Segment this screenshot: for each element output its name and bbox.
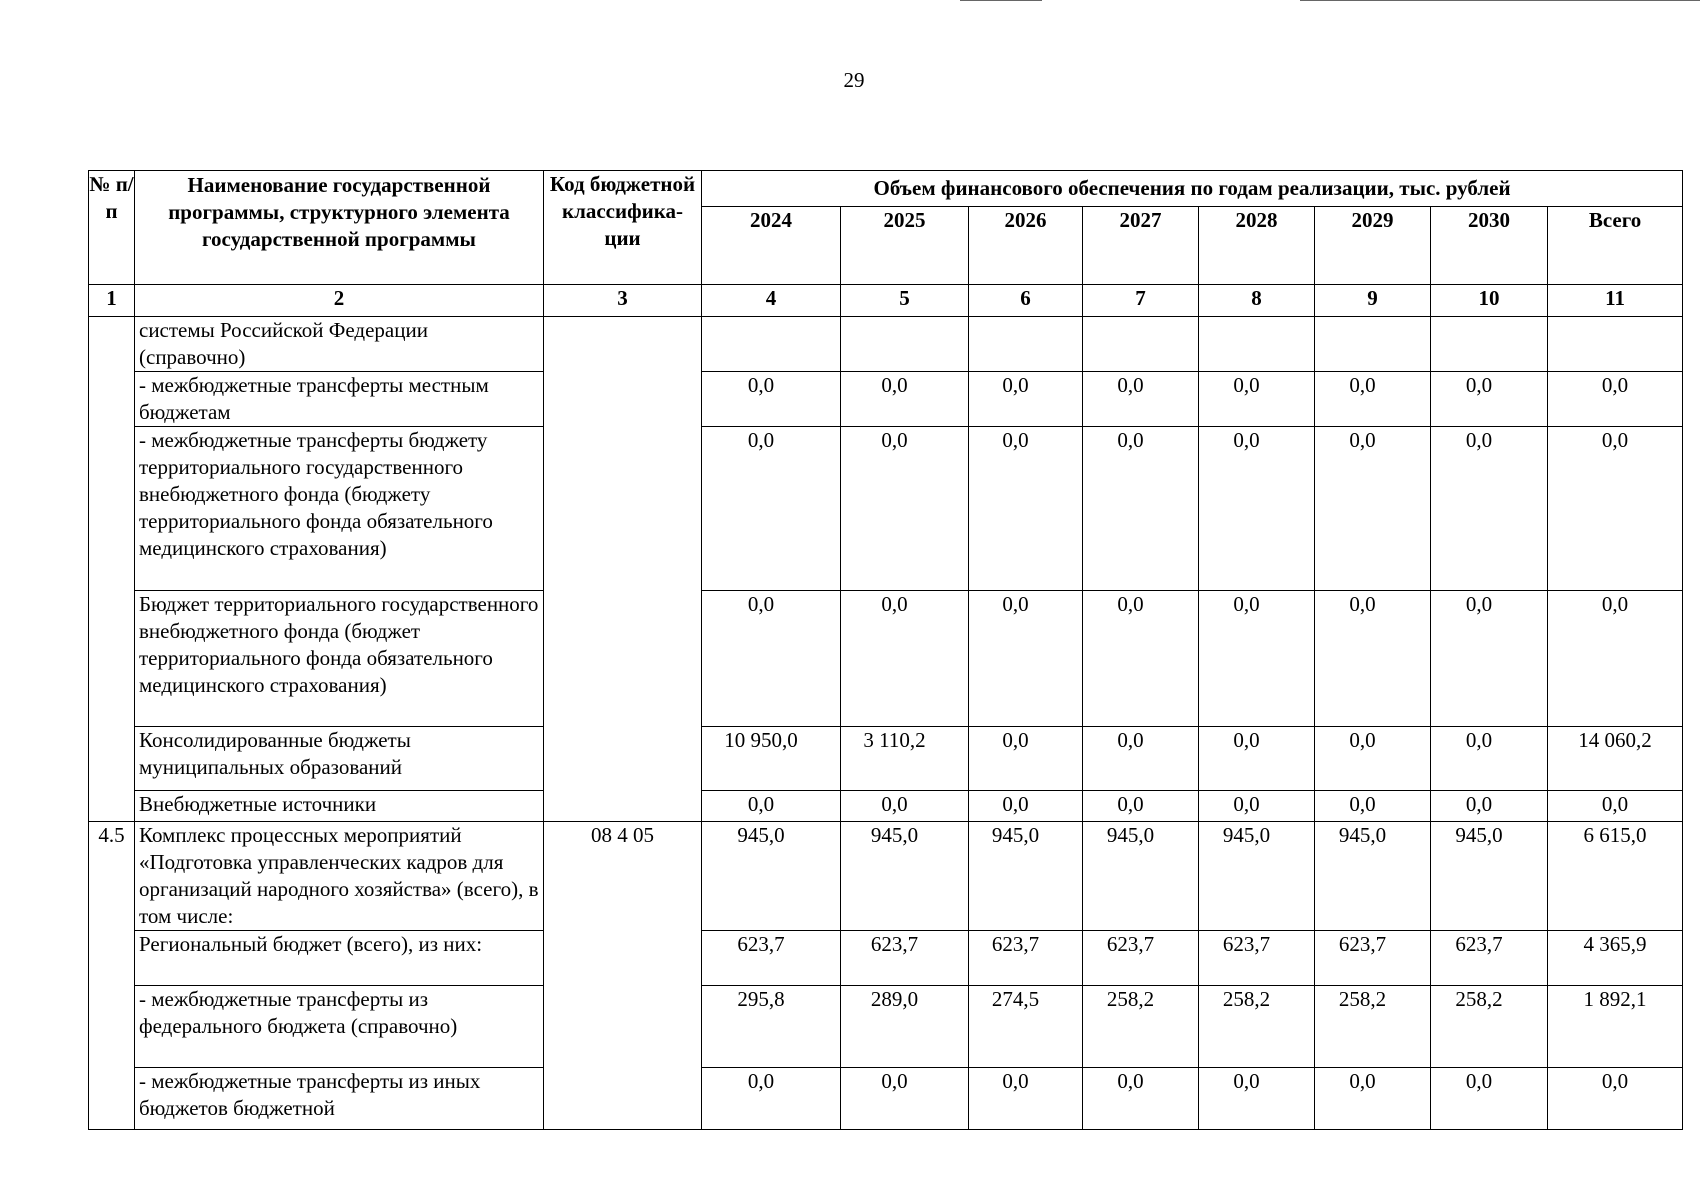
header-year: 2025 <box>841 207 969 285</box>
table-row <box>89 591 1683 727</box>
row-name: Внебюджетные источники <box>135 791 544 822</box>
column-number: 10 <box>1431 285 1548 317</box>
value-cell: 0,0 <box>702 791 841 822</box>
header-year: 2030 <box>1431 207 1548 285</box>
total-cell: 0,0 <box>1548 372 1683 427</box>
total-cell: 6 615,0 <box>1548 822 1683 931</box>
top-scan-line-left <box>960 0 1042 1</box>
value-cell: 0,0 <box>1083 427 1199 591</box>
value-cell: 0,0 <box>1315 791 1431 822</box>
value-cell: 0,0 <box>1083 591 1199 727</box>
row-name: - межбюджетные трансферты из иных бюджетов бюджетной <box>135 1068 544 1130</box>
row-number-cell <box>89 317 135 822</box>
value-cell: 0,0 <box>969 427 1083 591</box>
row-name: - межбюджетные трансферты из федерального бюджета (справочно) <box>135 986 544 1068</box>
table-row <box>89 1068 1683 1130</box>
value-cell: 0,0 <box>1315 1068 1431 1130</box>
row-code: 08 4 05 <box>544 822 702 1130</box>
value-cell: 0,0 <box>1431 791 1548 822</box>
row-name: - межбюджетные трансферты бюджету территориального государственного внебюджетного фонда (бюджету территориального фонда обязательного медицинского страхования) <box>135 427 544 591</box>
total-cell: 0,0 <box>1548 591 1683 727</box>
column-number: 6 <box>969 285 1083 317</box>
table-row <box>89 986 1683 1068</box>
value-cell: 274,5 <box>969 986 1083 1068</box>
header-year: 2026 <box>969 207 1083 285</box>
row-code-cell <box>544 317 702 822</box>
value-cell: 623,7 <box>702 931 841 986</box>
value-cell: 0,0 <box>702 1068 841 1130</box>
row-name: Комплекс процессных мероприятий «Подготовка управленческих кадров для организаций народного хозяйства» (всего), в том числе: <box>135 822 544 931</box>
value-cell: 0,0 <box>1315 427 1431 591</box>
column-number: 4 <box>702 285 841 317</box>
column-number: 8 <box>1199 285 1315 317</box>
value-cell: 945,0 <box>1315 822 1431 931</box>
value-cell <box>1083 317 1199 372</box>
row-name: системы Российской Федерации (справочно) <box>135 317 544 372</box>
value-cell: 945,0 <box>1083 822 1199 931</box>
header-year: 2024 <box>702 207 841 285</box>
total-cell: 0,0 <box>1548 791 1683 822</box>
value-cell: 945,0 <box>702 822 841 931</box>
header-code: Код бюджетной классифика- ции <box>544 171 702 285</box>
value-cell: 0,0 <box>702 427 841 591</box>
value-cell: 623,7 <box>841 931 969 986</box>
table-row <box>89 427 1683 591</box>
column-number: 5 <box>841 285 969 317</box>
table-row <box>89 317 1683 372</box>
value-cell: 0,0 <box>969 791 1083 822</box>
header-total: Всего <box>1548 207 1683 285</box>
row-name: Консолидированные бюджеты муниципальных образований <box>135 727 544 791</box>
value-cell: 0,0 <box>1199 372 1315 427</box>
value-cell: 0,0 <box>841 1068 969 1130</box>
value-cell: 0,0 <box>1199 791 1315 822</box>
value-cell <box>969 317 1083 372</box>
column-number: 9 <box>1315 285 1431 317</box>
top-scan-line-right <box>1300 0 1700 1</box>
value-cell: 0,0 <box>1431 727 1548 791</box>
value-cell: 0,0 <box>1199 427 1315 591</box>
value-cell: 0,0 <box>1083 372 1199 427</box>
value-cell: 0,0 <box>1315 591 1431 727</box>
header-year: 2029 <box>1315 207 1431 285</box>
value-cell: 0,0 <box>1315 372 1431 427</box>
value-cell: 0,0 <box>841 591 969 727</box>
column-number: 1 <box>89 285 135 317</box>
value-cell: 0,0 <box>1083 791 1199 822</box>
value-cell: 0,0 <box>1083 1068 1199 1130</box>
value-cell: 0,0 <box>1315 727 1431 791</box>
row-name: - межбюджетные трансферты местным бюджетам <box>135 372 544 427</box>
financing-table <box>88 170 1683 1130</box>
value-cell <box>841 317 969 372</box>
header-year: 2027 <box>1083 207 1199 285</box>
value-cell: 623,7 <box>969 931 1083 986</box>
value-cell: 258,2 <box>1199 986 1315 1068</box>
column-number: 3 <box>544 285 702 317</box>
value-cell: 0,0 <box>1199 1068 1315 1130</box>
value-cell: 0,0 <box>841 791 969 822</box>
table-row <box>89 822 1683 931</box>
value-cell: 258,2 <box>1431 986 1548 1068</box>
value-cell: 0,0 <box>969 727 1083 791</box>
total-cell: 0,0 <box>1548 1068 1683 1130</box>
value-cell: 0,0 <box>841 372 969 427</box>
row-number: 4.5 <box>89 822 135 1130</box>
value-cell <box>1199 317 1315 372</box>
table-row <box>89 727 1683 791</box>
value-cell: 10 950,0 <box>702 727 841 791</box>
column-number: 11 <box>1548 285 1683 317</box>
total-cell <box>1548 317 1683 372</box>
value-cell: 0,0 <box>1199 727 1315 791</box>
table-row <box>89 931 1683 986</box>
row-name: Бюджет территориального государственного внебюджетного фонда (бюджет территориального фонда обязательного медицинского страхования) <box>135 591 544 727</box>
value-cell: 623,7 <box>1431 931 1548 986</box>
value-cell: 945,0 <box>841 822 969 931</box>
value-cell: 289,0 <box>841 986 969 1068</box>
value-cell: 0,0 <box>969 372 1083 427</box>
value-cell: 0,0 <box>1431 427 1548 591</box>
value-cell: 0,0 <box>841 427 969 591</box>
value-cell <box>1315 317 1431 372</box>
value-cell: 945,0 <box>1431 822 1548 931</box>
column-number: 7 <box>1083 285 1199 317</box>
value-cell: 623,7 <box>1315 931 1431 986</box>
value-cell: 0,0 <box>969 591 1083 727</box>
table-row <box>89 372 1683 427</box>
header-year: 2028 <box>1199 207 1315 285</box>
value-cell <box>1431 317 1548 372</box>
value-cell: 0,0 <box>1431 591 1548 727</box>
header-no: № п/п <box>89 171 135 285</box>
total-cell: 4 365,9 <box>1548 931 1683 986</box>
value-cell <box>702 317 841 372</box>
total-cell: 0,0 <box>1548 427 1683 591</box>
value-cell: 258,2 <box>1083 986 1199 1068</box>
value-cell: 258,2 <box>1315 986 1431 1068</box>
row-name: Региональный бюджет (всего), из них: <box>135 931 544 986</box>
value-cell: 0,0 <box>1199 591 1315 727</box>
total-cell: 14 060,2 <box>1548 727 1683 791</box>
value-cell: 623,7 <box>1083 931 1199 986</box>
table-row <box>89 791 1683 822</box>
value-cell: 0,0 <box>1431 1068 1548 1130</box>
column-number: 2 <box>135 285 544 317</box>
value-cell: 623,7 <box>1199 931 1315 986</box>
value-cell: 0,0 <box>1431 372 1548 427</box>
value-cell: 3 110,2 <box>841 727 969 791</box>
value-cell: 0,0 <box>1083 727 1199 791</box>
value-cell: 0,0 <box>969 1068 1083 1130</box>
header-volume: Объем финансового обеспечения по годам реализации, тыс. рублей <box>702 171 1683 207</box>
page-number: 29 <box>843 68 865 92</box>
total-cell: 1 892,1 <box>1548 986 1683 1068</box>
value-cell: 945,0 <box>1199 822 1315 931</box>
value-cell: 945,0 <box>969 822 1083 931</box>
value-cell: 0,0 <box>702 591 841 727</box>
value-cell: 295,8 <box>702 986 841 1068</box>
header-name: Наименование государственной программы, структурного элемента государственной программы <box>135 171 544 285</box>
value-cell: 0,0 <box>702 372 841 427</box>
